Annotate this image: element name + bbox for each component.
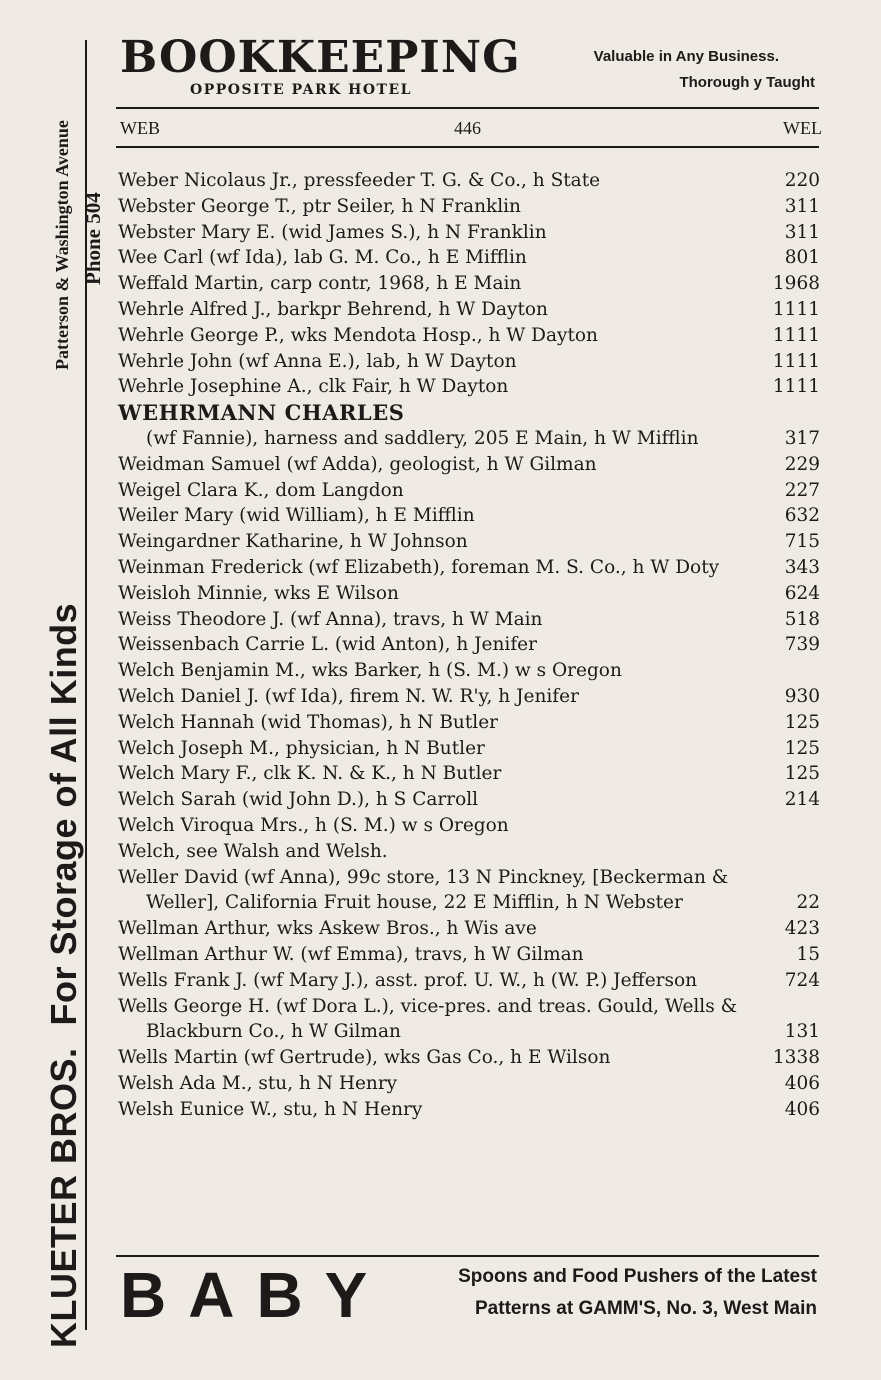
entry-text: Wehrle Alfred J., barkpr Behrend, h W Dayton bbox=[118, 298, 548, 320]
entry-text: Weiss Theodore J. (wf Anna), travs, h W Main bbox=[118, 608, 543, 630]
entry-text: Weller David (wf Anna), 99c store, 13 N Pinckney, [Beckerman & Weller], California Fruit house, 22 E Mifflin, h N Webster bbox=[118, 866, 729, 914]
bottom-ad-line1: Spoons and Food Pushers of the Latest bbox=[458, 1266, 817, 1287]
entry-text: Wehrle Josephine A., clk Fair, h W Dayton bbox=[118, 376, 509, 398]
entry-text: Weidman Samuel (wf Adda), geologist, h W Gilman bbox=[118, 453, 597, 475]
entry-number: 406 bbox=[784, 1072, 820, 1094]
side-advertisement bbox=[42, 388, 86, 1348]
directory-entry bbox=[118, 684, 820, 710]
directory-entry bbox=[118, 168, 820, 194]
entry-number: 22 bbox=[796, 892, 820, 914]
top-advertisement bbox=[120, 32, 825, 102]
directory-entry bbox=[118, 607, 820, 633]
entry-number: 229 bbox=[784, 453, 820, 475]
entry-number: 227 bbox=[784, 479, 820, 501]
entry-text: Welsh Ada M., stu, h N Henry bbox=[118, 1072, 398, 1094]
entry-text: Wellman Arthur, wks Askew Bros., h Wis ave bbox=[118, 918, 537, 940]
entry-text: Wehrle John (wf Anna E.), lab, h W Dayton bbox=[118, 350, 517, 372]
page-number: 446 bbox=[454, 118, 481, 138]
directory-entry bbox=[118, 787, 820, 813]
entry-text: Wells Martin (wf Gertrude), wks Gas Co., h E Wilson bbox=[118, 1047, 611, 1069]
directory-entry bbox=[118, 968, 820, 994]
directory-entry bbox=[118, 1045, 820, 1071]
entry-number: 406 bbox=[784, 1098, 820, 1120]
directory-entry bbox=[118, 736, 820, 762]
bottom-ad-line2: Patterns at GAMM'S, No. 3, West Main bbox=[475, 1298, 817, 1319]
running-head bbox=[120, 118, 822, 140]
bottom-ad-word: BABY bbox=[120, 1259, 390, 1331]
entry-text: Welch Viroqua Mrs., h (S. M.) w s Oregon bbox=[118, 814, 509, 836]
directory-entries bbox=[118, 168, 820, 1122]
entry-text: Wellman Arthur W. (wf Emma), travs, h W Gilman bbox=[118, 943, 584, 965]
entry-text: Wee Carl (wf Ida), lab G. M. Co., h E Mifflin bbox=[118, 247, 527, 269]
directory-entry bbox=[118, 555, 820, 581]
running-head-left: WEB bbox=[120, 118, 160, 138]
entry-text: Wells George H. (wf Dora L.), vice-pres. and treas. Gould, Wells & Blackburn Co., h W Gilman bbox=[118, 995, 738, 1043]
directory-entry bbox=[118, 813, 820, 839]
entry-number: 1111 bbox=[772, 350, 820, 372]
bottom-divider bbox=[116, 1255, 819, 1257]
side-ad-phone: Phone 504 bbox=[81, 192, 105, 285]
entry-text: Webster Mary E. (wid James S.), h N Franklin bbox=[118, 221, 547, 243]
header-divider bbox=[116, 146, 819, 148]
directory-entry bbox=[118, 349, 820, 375]
directory-entry bbox=[118, 220, 820, 246]
entry-text: Welch Daniel J. (wf Ida), firem N. W. R'y, h Jenifer bbox=[118, 685, 579, 707]
directory-entry bbox=[118, 710, 820, 736]
directory-entry bbox=[118, 994, 820, 1046]
entry-text: Weiler Mary (wid William), h E Mifflin bbox=[118, 505, 475, 527]
directory-entry bbox=[118, 194, 820, 220]
entry-number: 311 bbox=[784, 195, 820, 217]
directory-entry bbox=[118, 271, 820, 297]
directory-entry bbox=[118, 761, 820, 787]
directory-entry bbox=[118, 916, 820, 942]
directory-entry bbox=[118, 426, 820, 452]
entry-text: Weissenbach Carrie L. (wid Anton), h Jenifer bbox=[118, 634, 537, 656]
directory-entry bbox=[118, 374, 820, 400]
entry-number: 317 bbox=[784, 427, 820, 449]
entry-text: Wehrle George P., wks Mendota Hosp., h W Dayton bbox=[118, 324, 598, 346]
top-ad-location: OPPOSITE PARK HOTEL bbox=[190, 82, 412, 98]
entry-number: 131 bbox=[784, 1021, 820, 1043]
entry-number: 125 bbox=[784, 737, 820, 759]
entry-text: Weinman Frederick (wf Elizabeth), foreman M. S. Co., h W Doty bbox=[118, 556, 720, 578]
entry-number: 518 bbox=[784, 608, 820, 630]
entry-text: Weber Nicolaus Jr., pressfeeder T. G. & Co., h State bbox=[118, 170, 601, 191]
entry-number: 125 bbox=[784, 711, 820, 733]
side-ad-address: Patterson & Washington Avenue bbox=[52, 120, 72, 370]
entry-number: 1968 bbox=[772, 273, 820, 295]
entry-text: Welch Sarah (wid John D.), h S Carroll bbox=[118, 789, 479, 811]
entry-text: Welch Joseph M., physician, h N Butler bbox=[118, 737, 485, 759]
directory-entry bbox=[118, 452, 820, 478]
directory-entry bbox=[118, 632, 820, 658]
entry-number: 220 bbox=[784, 170, 820, 191]
entry-text: Welch Benjamin M., wks Barker, h (S. M.) w s Oregon bbox=[118, 660, 622, 682]
running-head-right: WEL bbox=[783, 118, 822, 138]
entry-number: 715 bbox=[784, 531, 820, 553]
entry-number: 1111 bbox=[772, 298, 820, 320]
entry-number: 1111 bbox=[772, 324, 820, 346]
directory-entry bbox=[118, 245, 820, 271]
directory-entry bbox=[118, 503, 820, 529]
directory-entry bbox=[118, 400, 820, 426]
entry-text: Weingardner Katharine, h W Johnson bbox=[118, 531, 468, 553]
entry-number: 343 bbox=[784, 556, 820, 578]
entry-number: 423 bbox=[784, 918, 820, 940]
entry-number: 311 bbox=[784, 221, 820, 243]
entry-number: 15 bbox=[796, 943, 820, 965]
entry-text: Welsh Eunice W., stu, h N Henry bbox=[118, 1098, 423, 1120]
entry-number: 930 bbox=[784, 685, 820, 707]
directory-entry bbox=[118, 529, 820, 555]
directory-entry bbox=[118, 839, 820, 865]
entry-text: Welch Hannah (wid Thomas), h N Butler bbox=[118, 711, 498, 733]
entry-text: Welch, see Walsh and Welsh. bbox=[118, 840, 388, 862]
entry-text: Welch Mary F., clk K. N. & K., h N Butler bbox=[118, 763, 502, 785]
directory-entry bbox=[118, 478, 820, 504]
entry-number: 739 bbox=[784, 634, 820, 656]
entry-number: 801 bbox=[784, 247, 820, 269]
entry-number: 125 bbox=[784, 763, 820, 785]
top-ad-title: BOOKKEEPING bbox=[120, 32, 521, 83]
directory-entry bbox=[118, 865, 820, 917]
entry-number: 632 bbox=[784, 505, 820, 527]
directory-entry bbox=[118, 297, 820, 323]
directory-entry bbox=[118, 323, 820, 349]
entry-number: 1111 bbox=[772, 376, 820, 398]
side-ad-tagline: For Storage of All Kinds bbox=[43, 602, 84, 1026]
entry-number: 724 bbox=[784, 969, 820, 991]
directory-entry bbox=[118, 1071, 820, 1097]
directory-entry bbox=[118, 942, 820, 968]
entry-number: 1338 bbox=[772, 1047, 820, 1069]
top-ad-line2: Thorough y Taught bbox=[679, 74, 815, 91]
entry-text: Weisloh Minnie, wks E Wilson bbox=[118, 582, 399, 604]
entry-text: (wf Fannie), harness and saddlery, 205 E Main, h W Mifflin bbox=[146, 427, 699, 449]
side-ad-company: KLUETER BROS. bbox=[43, 1047, 84, 1348]
entry-text: Webster George T., ptr Seiler, h N Franklin bbox=[118, 195, 521, 217]
directory-entry bbox=[118, 1097, 820, 1123]
directory-entry bbox=[118, 658, 820, 684]
entry-text: Wells Frank J. (wf Mary J.), asst. prof. U. W., h (W. P.) Jefferson bbox=[118, 969, 698, 991]
entry-number: 624 bbox=[784, 582, 820, 604]
entry-text: Weffald Martin, carp contr, 1968, h E Main bbox=[118, 273, 522, 295]
entry-number: 214 bbox=[784, 789, 820, 811]
entry-text: WEHRMANN CHARLES bbox=[118, 400, 405, 426]
top-ad-line1: Valuable in Any Business. bbox=[593, 48, 779, 65]
entry-text: Weigel Clara K., dom Langdon bbox=[118, 479, 404, 501]
top-divider bbox=[116, 107, 819, 109]
directory-entry bbox=[118, 581, 820, 607]
